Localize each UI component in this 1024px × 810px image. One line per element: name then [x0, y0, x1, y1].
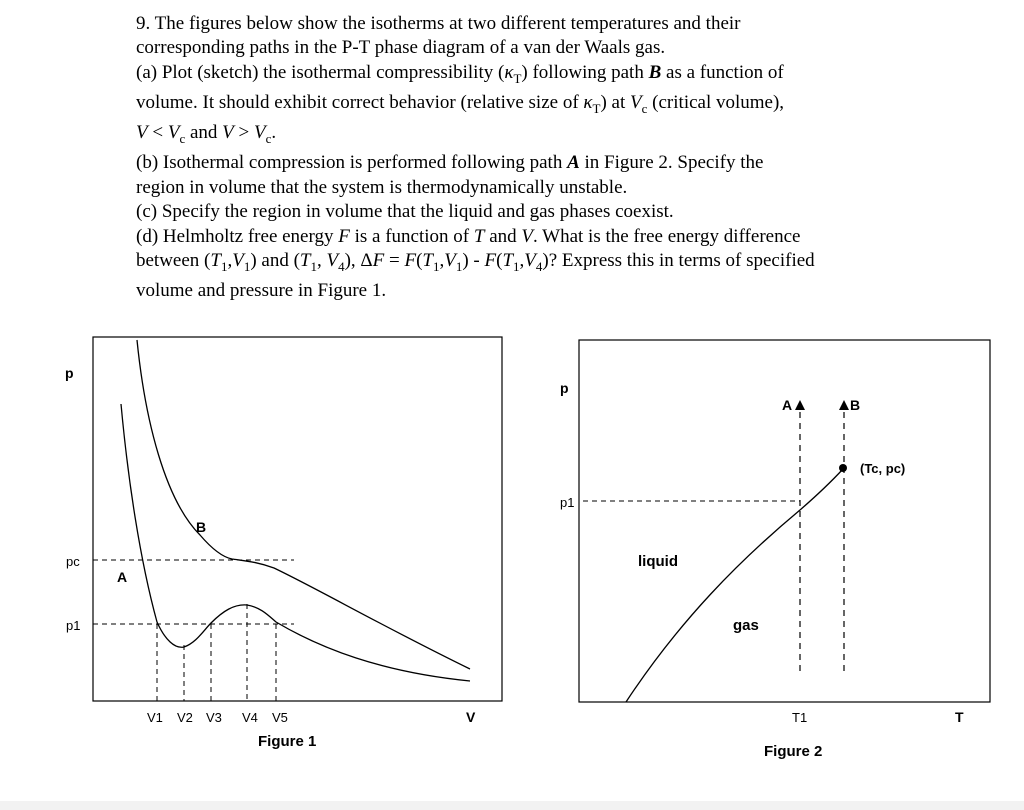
v5-label: V5 [272, 710, 288, 725]
figure1-frame [93, 337, 502, 701]
path-a-arrow-icon [795, 400, 805, 410]
isotherm-b-label: B [196, 519, 207, 535]
t1-label: T1 [792, 710, 808, 725]
gas-region-label: gas [733, 617, 759, 634]
figure2-p1-label: p1 [560, 495, 575, 510]
liquid-region-label: liquid [638, 553, 678, 570]
v3-label: V3 [206, 710, 222, 725]
isotherm-a-curve [121, 404, 470, 681]
figure1-caption: Figure 1 [258, 733, 317, 750]
figure1-y-axis-label: p [65, 365, 74, 381]
problem-text: 9. The figures below show the isotherms at two different temperatures and their corresponding paths in the P-T phase diagram of a van der Waals gas. (a) Plot (sketch) the isothermal compressibility $(\kappa_T)$ following path B as a function of volume. It should exhibit correct behavior (relative size of $\kappa_T$) at $V_c$ (critical volume), $V < V_c$ and $V > V_c$. (b) Isothermal compression is performed following path A in Figure 2. Specify the region in volume that the system is thermodynamically unstable. (c) Specify the region in volume that the liquid and gas phases coexist. (d) Helmholtz free energy F is a function of T and V. What is the free energy difference between $(T_1,V_1)$ and ($T_1$, $V_4$), $\Delta F = F(T_1,V_1) - F(T_1,V_4)$? Express this in terms of specified volume and pressure in Figure 1. [136, 13, 815, 302]
path-a-label: A [782, 397, 793, 413]
problem-number: 9. [136, 13, 151, 34]
figure1-pc-label: pc [66, 554, 80, 569]
figure2 [560, 340, 990, 760]
v2-label: V2 [177, 710, 193, 725]
coexistence-curve [626, 469, 843, 702]
figure1 [65, 337, 502, 750]
figure2-x-axis-label: T [955, 709, 964, 725]
isotherm-b-curve [137, 340, 470, 669]
critical-point-label: (Tc, pc) [860, 461, 906, 476]
critical-point-marker [839, 464, 847, 472]
path-b-label: B [850, 397, 861, 413]
isotherm-a-label: A [117, 569, 128, 585]
figure2-y-axis-label: p [560, 380, 569, 396]
figure2-frame [579, 340, 990, 702]
path-b-arrow-icon [839, 400, 849, 410]
v4-label: V4 [242, 710, 258, 725]
figure1-x-axis-label: V [466, 709, 476, 725]
v1-label: V1 [147, 710, 163, 725]
figure1-p1-label: p1 [66, 618, 81, 633]
bottom-strip [0, 801, 1024, 810]
figure2-caption: Figure 2 [764, 743, 823, 760]
